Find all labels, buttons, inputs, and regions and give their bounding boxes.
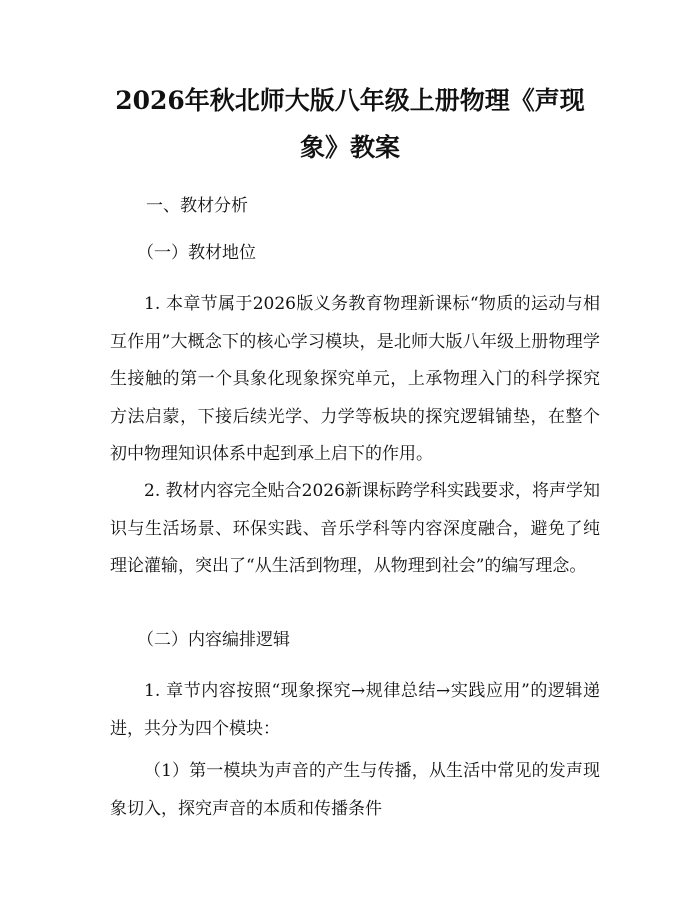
- subsection-heading-content-logic: （二）内容编排逻辑: [137, 630, 290, 650]
- paragraph-2: 2. 教材内容完全贴合2026新课标跨学科实践要求，将声学知识与生活场景、环保实践、音乐学科等内容深度融合，避免了纯理论灌输，突出了“从生活到物理，从物理到社会”的编写理念。: [110, 481, 600, 576]
- section-heading-materials-analysis: 一、教材分析: [146, 196, 248, 216]
- paragraph-4: （1）第一模块为声音的产生与传播，从生活中常见的发声现象切入，探究声音的本质和传播条件: [110, 761, 600, 819]
- document-title-line-1: 2026年秋北师大版八年级上册物理《声现: [115, 86, 585, 115]
- document-title-line-2: 象》教案: [299, 133, 400, 162]
- subsection-heading-position: （一）教材地位: [137, 243, 256, 263]
- paragraph-1: 1. 本章节属于2026版义务教育物理新课标“物质的运动与相互作用”大概念下的核心学习模块，是北师大版八年级上册物理学生接触的第一个具象化现象探究单元，上承物理入门的科学探究方法启蒙，下接后续光学、力学等板块的探究逻辑铺垫，在整个初中物理知识体系中起到承上启下的作用。: [110, 294, 600, 464]
- paragraph-3: 1. 章节内容按照“现象探究→规律总结→实践应用”的逻辑递进，共分为四个模块：: [110, 681, 600, 739]
